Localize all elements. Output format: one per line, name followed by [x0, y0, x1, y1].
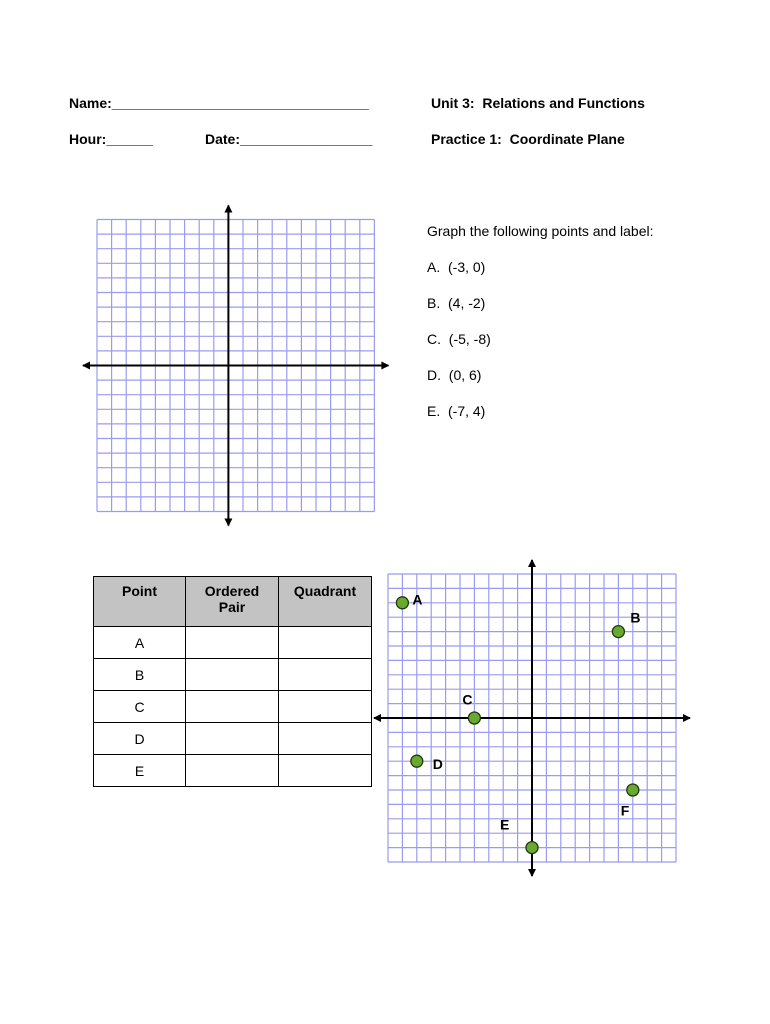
point-c: [468, 712, 480, 724]
table-row: [94, 723, 372, 755]
y-axis-arrow-down: [528, 869, 536, 877]
x-axis-arrow-right: [381, 362, 389, 370]
instructions-heading: Graph the following points and label:: [427, 223, 654, 239]
point-cell: E: [94, 755, 186, 787]
point-label-b: B: [630, 609, 641, 626]
point-f: [627, 784, 639, 796]
point-label-d: D: [432, 755, 443, 772]
point-label-a: A: [412, 591, 423, 608]
point-instruction-d: D. (0, 6): [427, 367, 482, 383]
name-line[interactable]: Name:_________________________________: [69, 95, 369, 111]
point-cell: C: [94, 691, 186, 723]
quadrant-cell[interactable]: [279, 755, 372, 787]
point-a: [396, 597, 408, 609]
points-table: [93, 576, 372, 787]
y-axis-arrow-down: [224, 519, 232, 527]
quadrant-cell[interactable]: [279, 627, 372, 659]
column-header-ordered-pair: [186, 577, 279, 627]
practice-title: Practice 1: Coordinate Plane: [431, 131, 625, 147]
ordered-pair-cell[interactable]: [186, 691, 279, 723]
hour-line[interactable]: Hour:______: [69, 131, 154, 147]
point-cell: D: [94, 723, 186, 755]
point-instruction-b: B. (4, -2): [427, 295, 486, 311]
point-d: [411, 755, 423, 767]
ordered-pair-header-text: Ordered Pair: [204, 583, 260, 615]
quadrant-cell[interactable]: [279, 723, 372, 755]
x-axis-arrow-left: [373, 714, 381, 722]
table-row: [94, 627, 372, 659]
date-line[interactable]: Date:_________________: [205, 131, 373, 147]
column-header-point: Point: [94, 577, 186, 627]
point-label-f: F: [620, 802, 630, 819]
quadrant-cell[interactable]: [279, 659, 372, 691]
grid-lines: [97, 220, 374, 512]
table-header-row: [94, 577, 372, 627]
point-cell: B: [94, 659, 186, 691]
point-b: [612, 626, 624, 638]
y-axis-arrow-up: [224, 205, 232, 213]
point-label-e: E: [500, 816, 510, 833]
ordered-pair-cell[interactable]: [186, 723, 279, 755]
table-row: [94, 659, 372, 691]
quadrant-cell[interactable]: [279, 691, 372, 723]
table-row: [94, 691, 372, 723]
y-axis-arrow-up: [528, 559, 536, 567]
point-instruction-e: E. (-7, 4): [427, 403, 486, 419]
point-e: [526, 842, 538, 854]
grid-lines: [388, 574, 676, 862]
point-label-c: C: [462, 691, 473, 708]
ordered-pair-cell[interactable]: [186, 659, 279, 691]
column-header-quadrant: Quadrant: [279, 577, 372, 627]
ordered-pair-cell[interactable]: [186, 627, 279, 659]
table-row: [94, 755, 372, 787]
point-instruction-c: C. (-5, -8): [427, 331, 491, 347]
point-cell: A: [94, 627, 186, 659]
x-axis-arrow-left: [82, 362, 90, 370]
ordered-pair-cell[interactable]: [186, 755, 279, 787]
point-instruction-a: A. (-3, 0): [427, 259, 486, 275]
x-axis-arrow-right: [683, 714, 691, 722]
unit-title: Unit 3: Relations and Functions: [431, 95, 645, 111]
